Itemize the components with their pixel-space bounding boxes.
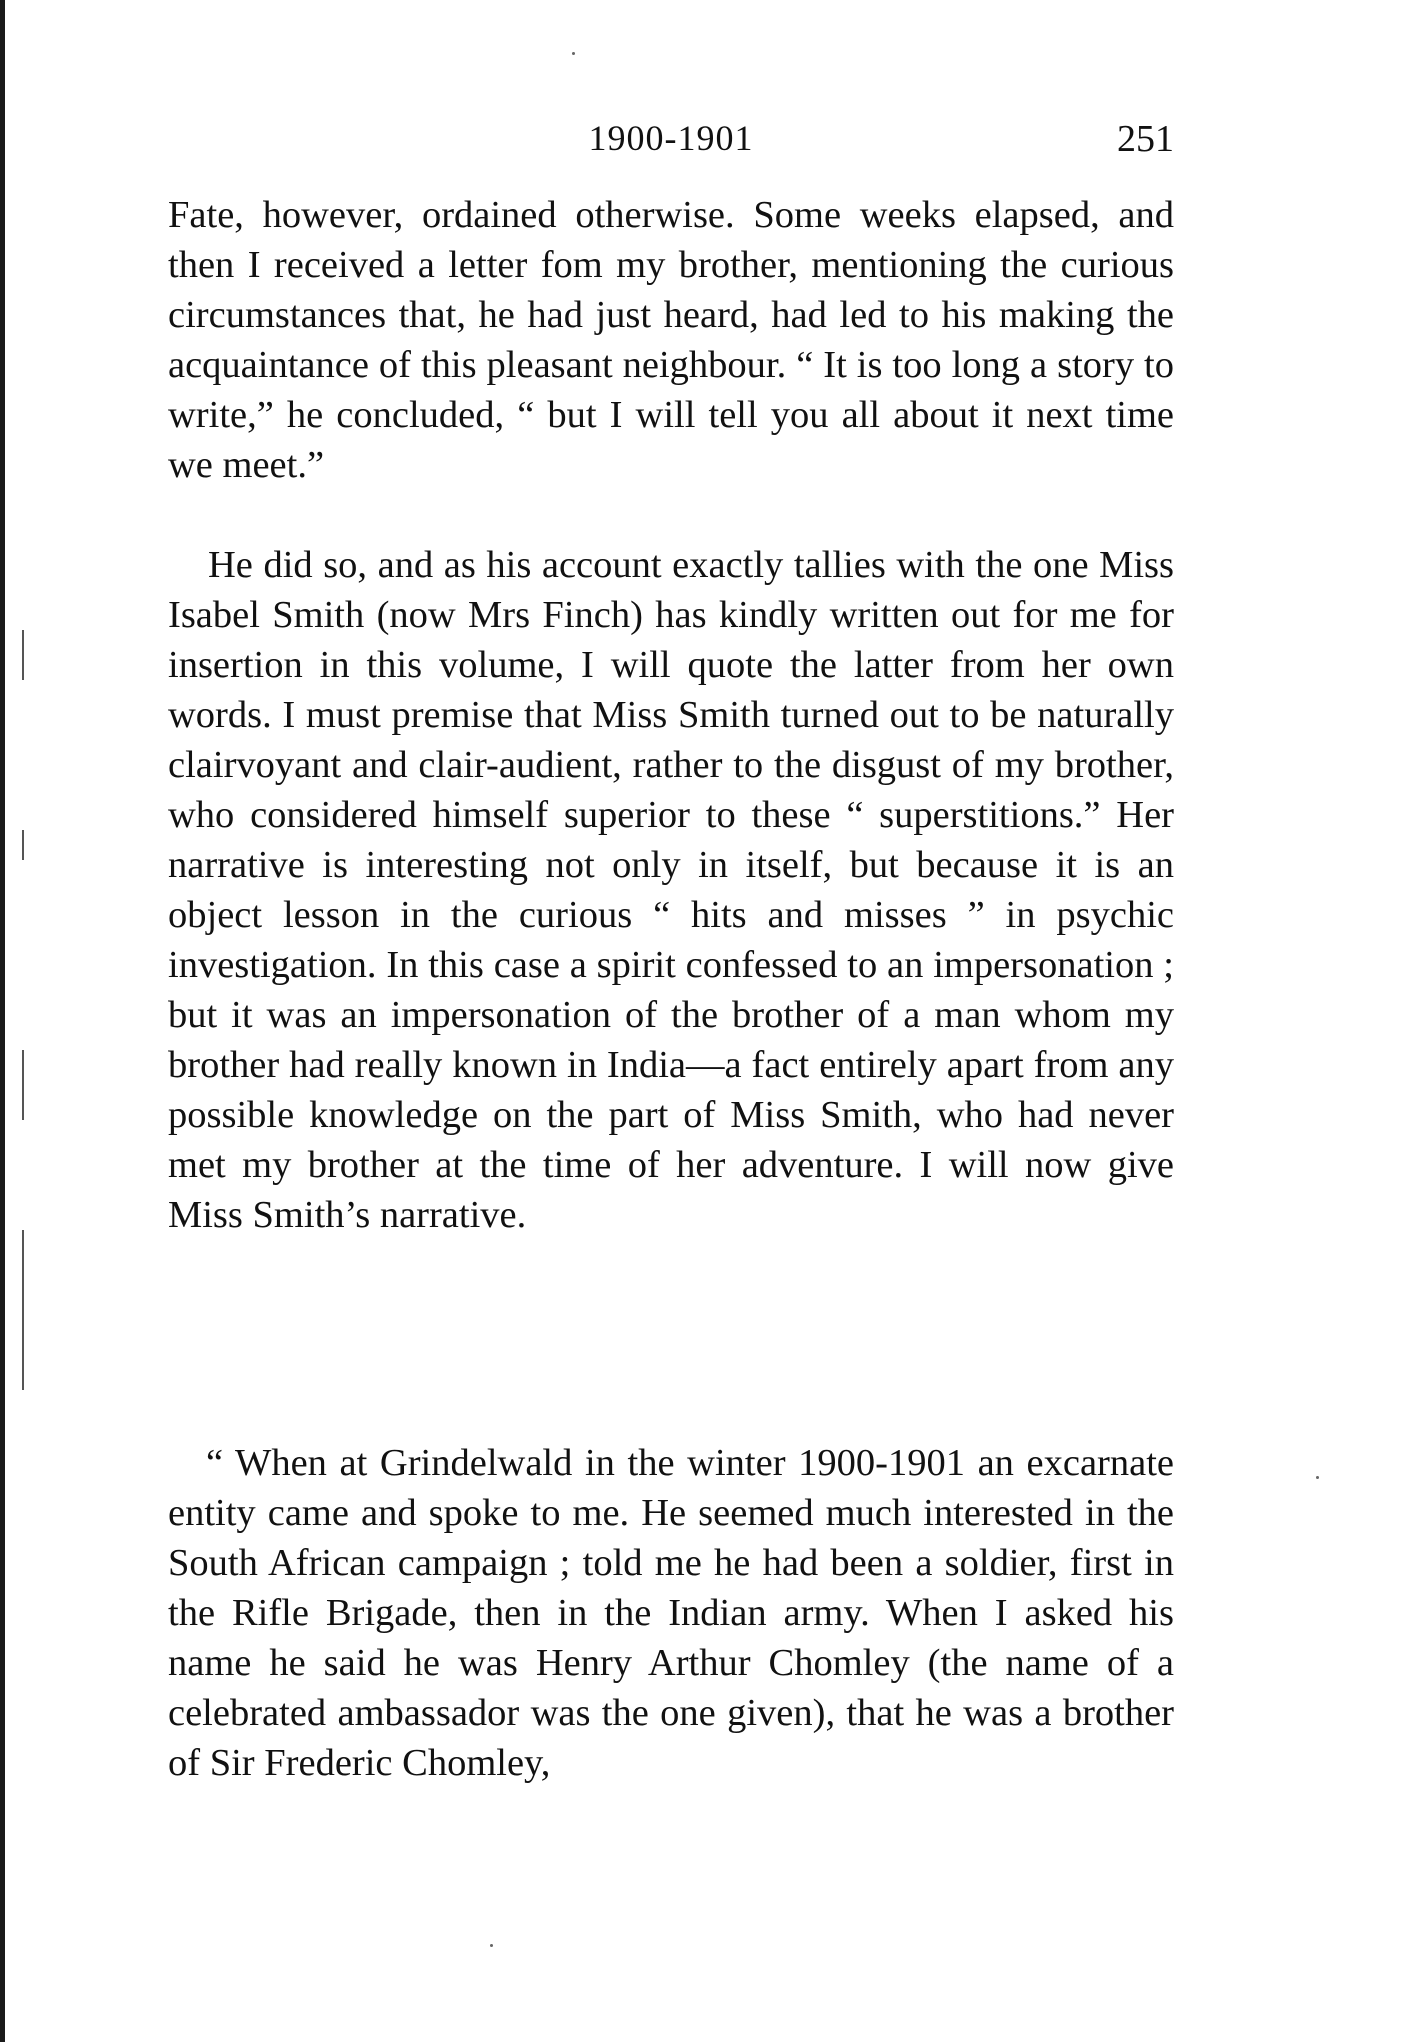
page-edge-line	[0, 0, 5, 2042]
paragraph-text: “ When at Grindelwald in the winter 1900-1901 an excarnate entity came and spoke to me. He seemed much interested in the South African campaign ; told me he had been a soldier, first in the Rifle Brigade, then in the Indian army. When I asked his name he said he was Henry Arthur Chomley (the name of a celebrated ambassador was the one given), that he was a brother of Sir Frederic Chomley,	[168, 1442, 1174, 1784]
margin-mark	[22, 630, 24, 680]
margin-mark	[22, 830, 24, 860]
speck	[490, 1944, 493, 1947]
running-title: 1900-1901	[588, 118, 754, 158]
margin-mark	[22, 1230, 24, 1390]
speck	[1316, 1476, 1319, 1479]
page-number: 251	[1117, 118, 1174, 160]
running-header	[168, 117, 1174, 177]
paragraph-text: Fate, however, ordained otherwise. Some weeks elapsed, and then I received a letter fom my brother, mentioning the curious circumstances that, he had just heard, had led to his making the acquaintance of this pleasant neighbour. “ It is too long a story to write,” he concluded, “ but I will tell you all about it next time we meet.”	[168, 194, 1174, 486]
paragraph-text: He did so, and as his account exactly tallies with the one Miss Isabel Smith (now Mrs Finch) has kindly written out for me for insertion in this volume, I will quote the latter from her own words. I must premise that Miss Smith turned out to be naturally clairvoyant and clair-audient, rather to the disgust of my brother, who considered himself superior to these “ superstitions.” Her narrative is interesting not only in itself, but because it is an object lesson in the curious “ hits and misses ” in psychic investigation. In this case a spirit confessed to an impersonation ; but it was an impersonation of the brother of a man whom my brother had really known in India—a fact entirely apart from any possible knowledge on the part of Miss Smith, who had never met my brother at the time of her adventure. I will now give Miss Smith’s narrative.	[168, 544, 1174, 1236]
body-paragraph	[168, 190, 1174, 490]
body-paragraph	[168, 540, 1174, 1240]
speck	[572, 52, 575, 55]
quoted-narrative-paragraph	[168, 1438, 1174, 1788]
margin-mark	[22, 1050, 24, 1120]
